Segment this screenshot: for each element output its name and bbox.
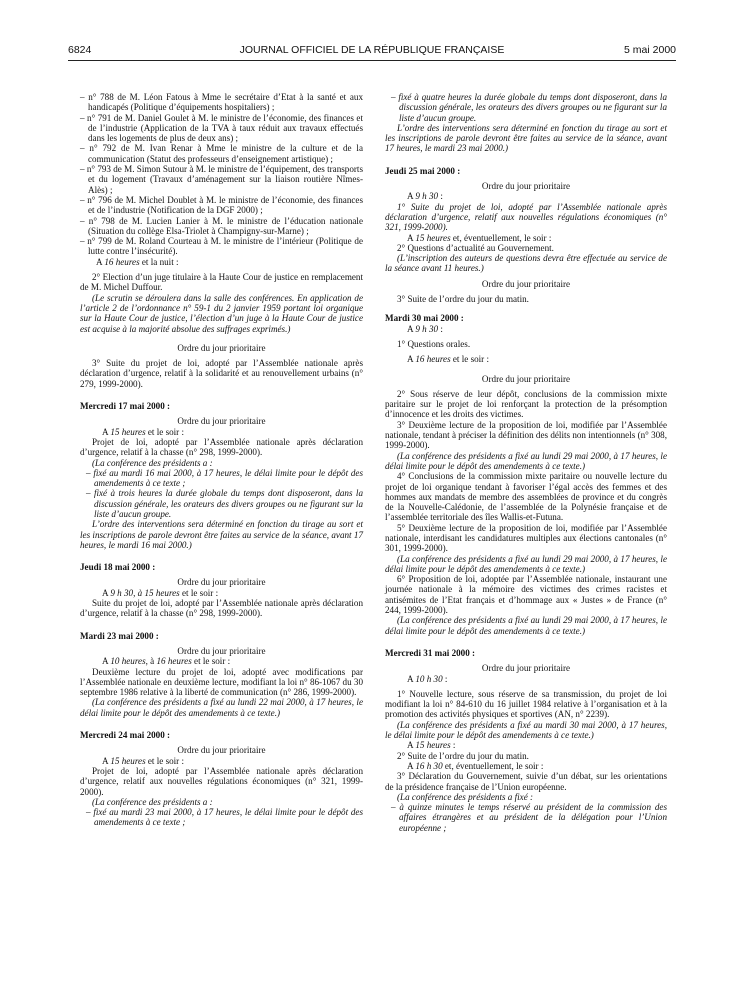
inscription-note: (L’inscription des auteurs de questions devra être effectuée au service de la séance avant 11 heures.): [385, 253, 667, 274]
page-header: [68, 44, 676, 58]
time-15h-eventuellement: A 15 heures et, éventuellement, le soir :: [407, 232, 552, 243]
question-792: – n° 792 de M. Ivan Renar à Mme le ministre de la culture et de la communication (Statut des professeurs d’enseignement artistique) ;: [80, 143, 363, 164]
ordre-prioritaire-heading: Ordre du jour prioritaire: [481, 181, 571, 192]
conference-note: (La conférence des présidents a fixé au lundi 29 mai 2000, à 17 heures, le délai limite pour le dépôt des amendements à ce texte.): [385, 615, 667, 636]
question-788: – n° 788 de M. Léon Fatous à Mme le secrétaire d’Etat à la santé et aux handicapés (Politique d’équipements hospitaliers) ;: [80, 92, 363, 113]
date-jeudi-18: Jeudi 18 mai 2000 :: [80, 562, 156, 573]
date-mercredi-24: Mercredi 24 mai 2000 :: [80, 730, 171, 741]
page-number: 6824: [68, 44, 92, 56]
conference-dash: – fixé au mardi 23 mai 2000, à 17 heures, le délai limite pour le dépôt des amendements à ce texte ;: [86, 807, 363, 828]
time-16h-soir: A 16 heures et le soir :: [407, 354, 490, 365]
ordre-prioritaire-heading: Ordre du jour prioritaire: [177, 745, 266, 756]
conference-dash: – à quinze minutes le temps réservé au président de la commission des affaires étrangères et au président de la délégation pour l’Union européenne ;: [391, 802, 667, 833]
deuxieme-lecture-communication: Deuxième lecture du projet de loi, adopté avec modifications par l’Assemblée nationale en deuxième lecture, modifiant la loi n° 86-1067 du 30 septembre 1986 relative à la liberté de communication (n° 286, 1999-2000).: [80, 666, 363, 698]
ordre-interventions: L’ordre des interventions sera déterminé en fonction du tirage au sort et les inscriptions de parole devront être faites au service de la séance, avant 17 heures, le mardi 16 mai 2000.): [80, 519, 363, 550]
scrutin-note: (Le scrutin se déroulera dans la salle des conférences. En application de l’article 2 de l’ordonnance n° 59-1 du 2 janvier 1959 portant loi organique sur la Haute Cour de justice, l’élection d’un juge à la Haute Cour de justice est acquise à la majorité absolue des suffrages exprimés.): [80, 292, 363, 334]
conclusions-cmp-parite: 4° Conclusions de la commission mixte paritaire ou nouvelle lecture du projet de loi organique tendant à favoriser l’égal accès des femmes et des hommes aux mandats de membre des assemblées de province et du congrès de la Nouvelle-Calédonie, de l’assemblée de la Polynésie française et de l’assemblée territoriale des îles Wallis-et-Futuna.: [385, 471, 667, 523]
suite-chasse: Suite du projet de loi, adopté par l’Assemblée nationale après déclaration d’urgence, relatif à la chasse (n° 298, 1999-2000).: [80, 598, 363, 619]
conference-note: (La conférence des présidents a :: [92, 796, 213, 807]
questions-actualite: 2° Questions d’actualité au Gouvernement.: [397, 242, 554, 253]
nouvelle-lecture-sport: 1° Nouvelle lecture, sous réserve de sa transmission, du projet de loi modifiant la loi n° 84-610 du 16 juillet 1984 relative à l’organisation et à la promotion des activités physiques et sportives (AN, n° 2239).: [385, 688, 667, 720]
conference-dash: – fixé à quatre heures la durée globale du temps dont disposeront, dans la discussion générale, les orateurs des divers groupes ou ne figurant sur la liste d’aucun groupe.: [391, 92, 667, 123]
issue-date: 5 mai 2000: [624, 44, 676, 56]
date-mercredi-31: Mercredi 31 mai 2000 :: [385, 647, 476, 658]
conference-dash: – fixé au mardi 16 mai 2000, à 17 heures, le délai limite pour le dépôt des amendements à ce texte ;: [86, 467, 363, 489]
conference-note: (La conférence des présidents a fixé au lundi 22 mai 2000, à 17 heures, le délai limite pour le dépôt des amendements à ce texte.): [80, 697, 363, 718]
time-16h30: A 16 h 30 et, éventuellement, le soir :: [407, 760, 544, 771]
time-16h-nuit: A 16 heures et la nuit :: [96, 256, 179, 267]
date-mardi-30: Mardi 30 mai 2000 :: [385, 313, 464, 324]
header-rule: [68, 60, 676, 61]
conference-dash: – fixé à trois heures la durée globale du temps dont disposeront, dans la discussion générale, les orateurs des divers groupes ou ne figurant sur la liste d’aucun groupe.: [86, 488, 363, 519]
conference-note: (La conférence des présidents a fixé :: [397, 791, 534, 802]
suite-solidarite: 3° Suite du projet de loi, adopté par l’Assemblée nationale après déclaration d’urgence, relatif à la solidarité et au renouvellement urbains (n° 279, 1999-2000).: [80, 358, 363, 389]
ordre-prioritaire-heading: Ordre du jour prioritaire: [177, 416, 266, 427]
questions-orales: 1° Questions orales.: [397, 338, 471, 349]
conference-note: (La conférence des présidents a fixé au mardi 30 mai 2000, à 17 heures, le délai limite pour le dépôt des amendements à ce texte.): [385, 719, 667, 741]
date-mercredi-17: Mercredi 17 mai 2000 :: [80, 401, 171, 412]
question-796: – n° 796 de M. Michel Doublet à M. le ministre de l’économie, des finances et de l’industrie (Notification de la DGF 2000) ;: [80, 194, 363, 216]
time-15h: A 15 heures :: [407, 740, 456, 751]
time-9h30-15h: A 9 h 30, à 15 heures et le soir :: [102, 587, 219, 598]
conference-note: (La conférence des présidents a fixé au lundi 29 mai 2000, à 17 heures, le délai limite pour le dépôt des amendements à ce texte.): [385, 553, 667, 574]
time-9h30: A 9 h 30 :: [407, 191, 443, 202]
projet-regulations: Projet de loi, adopté par l’Assemblée nationale après déclaration d’urgence, relatif aux nouvelles régulations économiques (n° 321, 1999-2000).: [80, 765, 363, 797]
cmp-presomption-innocence: 2° Sous réserve de leur dépôt, conclusions de la commission mixte paritaire sur le projet de loi renforçant la protection de la présomption d’innocence et les droits des victimes.: [385, 388, 667, 420]
ordre-prioritaire-heading: Ordre du jour prioritaire: [481, 278, 571, 289]
projet-chasse: Projet de loi, adopté par l’Assemblée nationale après déclaration d’urgence, relatif à la chasse (n° 298, 1999-2000).: [80, 436, 363, 458]
ordre-prioritaire-heading: Ordre du jour prioritaire: [481, 663, 571, 674]
date-jeudi-25: Jeudi 25 mai 2000 :: [385, 165, 461, 176]
ordre-prioritaire-heading: Ordre du jour prioritaire: [481, 373, 571, 384]
time-10h-16h: A 10 heures, à 16 heures et le soir :: [102, 656, 231, 667]
suite-regulations: 1° Suite du projet de loi, adopté par l’Assemblée nationale après déclaration d’urgence, relatif aux nouvelles régulations économiques (n° 321, 1999-2000).: [385, 201, 667, 233]
deuxieme-lecture-delits: 3° Deuxième lecture de la proposition de loi, modifiée par l’Assemblée nationale, tendant à préciser la définition des délits non intentionnels (n° 308, 1999-2000).: [385, 419, 667, 451]
question-798: – n° 798 de M. Lucien Lanier à M. le ministre de l’éducation nationale (Situation du collège Elsa-Triolet à Champigny-sur-Marne) ;: [80, 215, 363, 236]
ordre-interventions: L’ordre des interventions sera déterminé en fonction du tirage au sort et les inscriptions de parole devront être faites au service de la séance, avant 17 heures, le mardi 23 mai 2000.): [385, 122, 667, 154]
ordre-prioritaire-heading: Ordre du jour prioritaire: [177, 577, 266, 588]
time-15h-soir: A 15 heures et le soir :: [102, 426, 185, 437]
declaration-gouvernement: 3° Déclaration du Gouvernement, suivie d’un débat, sur les orientations de la présidence française de l’Union européenne.: [385, 771, 667, 792]
ordre-prioritaire-heading: Ordre du jour prioritaire: [177, 342, 266, 353]
question-791: – n° 791 de M. Daniel Goulet à M. le ministre de l’économie, des finances et de l’industrie (Application de la TVA à taux réduit aux travaux effectués dans les logements de plus de deux ans) ;: [80, 112, 363, 144]
question-799: – n° 799 de M. Roland Courteau à M. le ministre de l’intérieur (Politique de lutte contre l’insécurité).: [80, 236, 363, 257]
left-column: [80, 92, 363, 828]
deuxieme-lecture-cantonales: 5° Deuxième lecture de la proposition de loi, modifiée par l’Assemblée nationale, interdisant les candidatures multiples aux élections cantonales (n° 301, 1999-2000).: [385, 522, 667, 554]
suite-ordre-matin: 3° Suite de l’ordre du jour du matin.: [397, 294, 529, 305]
date-mardi-23: Mardi 23 mai 2000 :: [80, 630, 159, 641]
ordre-prioritaire-heading: Ordre du jour prioritaire: [177, 645, 266, 656]
suite-ordre-matin: 2° Suite de l’ordre du jour du matin.: [397, 750, 529, 761]
time-10h30: A 10 h 30 :: [407, 673, 448, 684]
conference-note: (La conférence des présidents a fixé au lundi 29 mai 2000, à 17 heures, le délai limite pour le dépôt des amendements à ce texte.): [385, 450, 667, 471]
journal-title: JOURNAL OFFICIEL DE LA RÉPUBLIQUE FRANÇAISE: [239, 44, 505, 56]
question-793: – n° 793 de M. Simon Sutour à M. le ministre de l’équipement, des transports et du logement (Travaux d’aménagement sur la liaison routière Nîmes-Alès) ;: [80, 164, 363, 195]
right-column: [385, 92, 667, 833]
proposition-journee-nationale: 6° Proposition de loi, adoptée par l’Assemblée nationale, instaurant une journée nationale à la mémoire des victimes des crimes racistes et antisémites de l’Etat français et d’hommage aux « Justes » de France (n° 244, 1999-2000).: [385, 574, 667, 616]
election-haute-cour: 2° Election d’un juge titulaire à la Haute Cour de justice en remplacement de M. Michel Duffour.: [80, 272, 363, 293]
time-15h-soir: A 15 heures et le soir :: [102, 755, 185, 766]
conference-note: (La conférence des présidents a :: [92, 457, 213, 468]
time-9h30: A 9 h 30 :: [407, 323, 443, 334]
